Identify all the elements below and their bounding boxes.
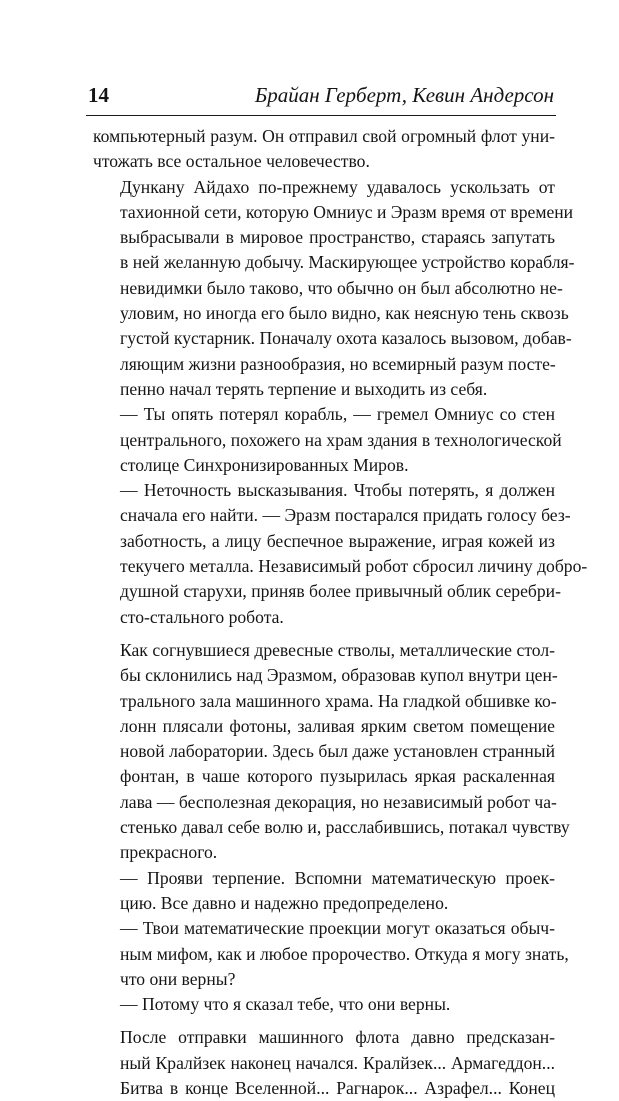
text-line: заботность, а лицу беспечное выражение, играя кожей из [120,530,555,551]
text-line: уловим, но иногда его было видно, как неясную тень сквозь [120,303,569,324]
text-line: прекрасного. [120,842,218,863]
text-line: что они верны? [120,968,236,989]
paragraph [93,124,555,175]
text-line: цию. Все давно и надежно предопределено. [120,892,449,913]
text-line: ляющим жизни разнообразия, но всемирный разум посте- [120,353,556,374]
paragraph [93,1025,555,1101]
page-header [86,81,556,116]
text-line: бы склонились над Эразмом, образовав купол внутри цен- [120,665,558,686]
text-line: душной старухи, приняв более привычный облик серебри- [120,581,561,602]
text-line: центрального, похожего на храм здания в технологической [120,429,562,450]
body-text [93,124,588,1101]
text-line: компьютерный разум. Он отправил свой огромный флот уни- [93,126,555,146]
paragraph [93,638,570,866]
text-line: Как согнувшиеся древесные стволы, металлические стол- [120,639,555,660]
paragraph [93,916,569,992]
paragraph [93,175,575,403]
text-line: Дункану Айдахо по-прежнему удавалось ускользать от [120,176,555,197]
text-line: пенно начал терять терпение и выходить из себя. [120,378,488,399]
paragraph [93,992,555,1017]
text-line: — Ты опять потерял корабль, — гремел Омниус со стен [120,404,555,425]
text-line: — Неточность высказывания. Чтобы потерять, я должен [120,480,555,501]
text-line: ный Кралйзек наконец начался. Кралйзек... Армагеддон... [120,1052,555,1073]
text-line: текучего металла. Независимый робот сбросил личину добро- [120,556,588,577]
text-line: сто-стального робота. [120,606,284,627]
text-line: тахионной сети, которую Омниус и Эразм время от времени [120,201,574,222]
page-number: 14 [88,83,109,107]
text-line: ным мифом, как и любое пророчество. Откуда я могу знать, [120,943,569,964]
text-line: — Твои математические проекции могут оказаться обыч- [120,918,555,939]
text-line: выбрасывали в мировое пространство, стараясь запутать [120,227,555,248]
text-line: После отправки машинного флота давно предсказан- [120,1027,555,1048]
running-head: Брайан Герберт, Кевин Андерсон [254,83,554,107]
text-line: новой лаборатории. Здесь был даже установлен странный [120,741,555,762]
text-line: невидимки было таково, что обычно он был абсолютно не- [120,277,563,298]
text-line: густой кустарник. Поначалу охота казалось вызовом, добав- [120,328,572,349]
text-line: лонн плясали фотоны, заливая ярким светом помещение [120,715,555,736]
paragraph [93,402,562,478]
text-line: в ней желанную добычу. Маскирующее устройство корабля- [120,252,575,273]
paragraph [93,866,555,917]
text-line: лава — бесполезная декорация, но независимый робот ча- [120,791,557,812]
text-line: фонтан, в чаше которого пузырилась яркая раскаленная [120,766,555,787]
text-line: Битва в конце Вселенной... Рагнарок... Азрафел... Конец [120,1077,555,1098]
text-line: стенько давал себе волю и, расслабившись, потакал чувству [120,817,570,838]
text-line: столице Синхронизированных Миров. [120,454,409,475]
text-line: чтожать все остальное человечество. [93,151,370,172]
paragraph [93,478,588,630]
text-line: — Прояви терпение. Вспомни математическую проек- [120,867,555,888]
text-line: трального зала машинного храма. На гладкой обшивке ко- [120,690,557,711]
text-line: сначала его найти. — Эразм постарался придать голосу без- [120,505,571,526]
text-line: — Потому что я сказал тебе, что они верны. [120,994,451,1015]
